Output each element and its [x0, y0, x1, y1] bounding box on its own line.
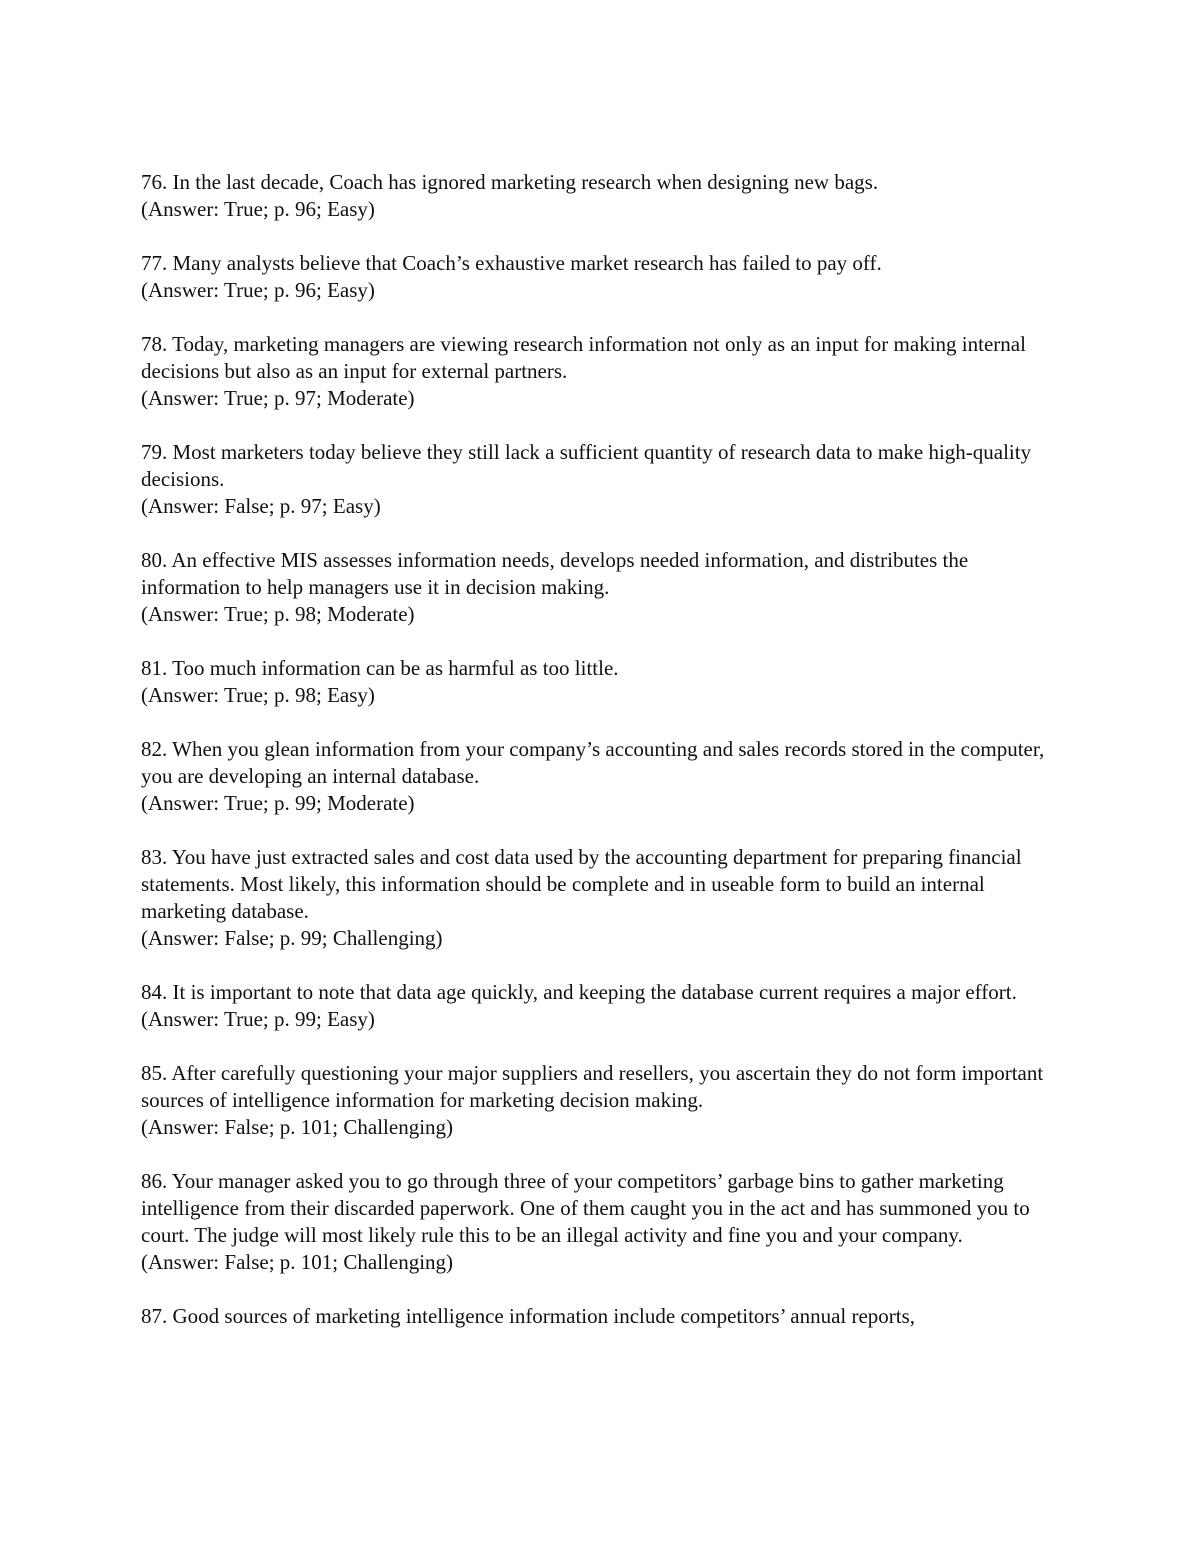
question-text: 82. When you glean information from your company’s accounting and sales records stored in the computer, you are developing an internal database. [141, 737, 1045, 788]
answer-line: (Answer: False; p. 99; Challenging) [141, 926, 443, 950]
question-item [141, 169, 1071, 223]
question-text: 87. Good sources of marketing intelligence information include competitors’ annual reports, [141, 1304, 916, 1328]
question-text: 85. After carefully questioning your major suppliers and resellers, you ascertain they do not form important sources of intelligence information for marketing decision making. [141, 1061, 1044, 1112]
question-list [141, 169, 1071, 1357]
question-item [141, 736, 1071, 817]
question-text: 76. In the last decade, Coach has ignored marketing research when designing new bags. [141, 170, 879, 194]
question-item [141, 1060, 1071, 1141]
answer-line: (Answer: True; p. 96; Easy) [141, 278, 375, 302]
question-text: 80. An effective MIS assesses information needs, develops needed information, and distributes the information to help managers use it in decision making. [141, 548, 969, 599]
question-item [141, 439, 1071, 520]
answer-line: (Answer: True; p. 99; Easy) [141, 1007, 375, 1031]
answer-line: (Answer: False; p. 101; Challenging) [141, 1115, 454, 1139]
question-text: 77. Many analysts believe that Coach’s exhaustive market research has failed to pay off. [141, 251, 882, 275]
answer-line: (Answer: False; p. 97; Easy) [141, 494, 381, 518]
question-item [141, 655, 1071, 709]
question-text: 78. Today, marketing managers are viewing research information not only as an input for making internal decisions but also as an input for external partners. [141, 332, 1026, 383]
question-text: 86. Your manager asked you to go through three of your competitors’ garbage bins to gather marketing intelligence from their discarded paperwork. One of them caught you in the act and has summoned you to court. The judge will most likely rule this to be an illegal activity and fine you and your company. [141, 1169, 1030, 1247]
question-text: 84. It is important to note that data age quickly, and keeping the database current requires a major effort. [141, 980, 1017, 1004]
answer-line: (Answer: True; p. 98; Moderate) [141, 602, 415, 626]
question-text: 83. You have just extracted sales and cost data used by the accounting department for preparing financial statements. Most likely, this information should be complete and in useable form to build an internal marketing database. [141, 845, 1022, 923]
answer-line: (Answer: False; p. 101; Challenging) [141, 1250, 454, 1274]
question-item [141, 547, 1071, 628]
answer-line: (Answer: True; p. 98; Easy) [141, 683, 375, 707]
question-item [141, 250, 1071, 304]
question-item [141, 1168, 1071, 1276]
question-item [141, 844, 1071, 952]
answer-line: (Answer: True; p. 97; Moderate) [141, 386, 415, 410]
question-text: 79. Most marketers today believe they still lack a sufficient quantity of research data to make high-quality decisions. [141, 440, 1032, 491]
question-item [141, 331, 1071, 412]
question-item [141, 979, 1071, 1033]
answer-line: (Answer: True; p. 96; Easy) [141, 197, 375, 221]
question-item [141, 1303, 1071, 1330]
answer-line: (Answer: True; p. 99; Moderate) [141, 791, 415, 815]
question-text: 81. Too much information can be as harmful as too little. [141, 656, 619, 680]
